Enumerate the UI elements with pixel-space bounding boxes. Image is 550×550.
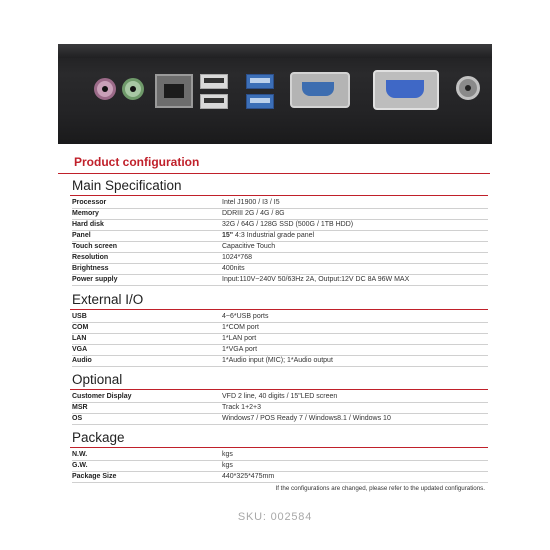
spec-value: 32G / 64G / 128G SSD (500G / 1TB HDD) <box>222 221 354 228</box>
section-rule <box>70 309 488 310</box>
section-title-optional: Optional <box>72 372 123 387</box>
spec-value: 1*Audio input (MIC); 1*Audio output <box>222 357 333 364</box>
spec-key: Brightness <box>72 265 109 272</box>
spec-key: LAN <box>72 335 87 342</box>
spec-key: Memory <box>72 210 99 217</box>
lan-port-icon <box>155 74 193 108</box>
spec-value: kgs <box>222 451 233 458</box>
audio-mic-port-icon <box>94 78 116 100</box>
spec-value: Intel J1900 / I3 / I5 <box>222 199 280 206</box>
section-title-main-spec: Main Specification <box>72 178 182 193</box>
spec-value <box>222 230 314 241</box>
spec-key: Panel <box>72 232 91 239</box>
spec-row <box>72 413 488 425</box>
spec-key: N.W. <box>72 451 88 458</box>
audio-out-port-icon <box>122 78 144 100</box>
usb-port-icon <box>200 94 228 109</box>
sku-label: SKU: 002584 <box>237 511 313 523</box>
spec-value: DDRIII 2G / 4G / 8G <box>222 210 285 217</box>
com-port-icon <box>290 72 350 108</box>
spec-key: Power supply <box>72 276 118 283</box>
spec-value: 1024*768 <box>222 254 252 261</box>
vga-port-icon <box>373 70 439 110</box>
section-title-package: Package <box>72 430 125 445</box>
configuration-note: If the configurations are changed, please refer to the updated configurations. <box>275 485 485 492</box>
dc-power-port-icon <box>456 76 480 100</box>
product-ports-photo <box>58 44 492 144</box>
panel-desc: 4:3 Industrial grade panel <box>233 232 315 239</box>
spec-key: Customer Display <box>72 393 132 400</box>
spec-value: VFD 2 line, 40 digits / 15"LED screen <box>222 393 338 400</box>
spec-key: USB <box>72 313 87 320</box>
spec-key: Package Size <box>72 473 117 480</box>
spec-key: G.W. <box>72 462 88 469</box>
spec-key: COM <box>72 324 89 331</box>
usb-port-icon <box>200 74 228 89</box>
panel-size: 15" <box>222 232 234 239</box>
spec-value: 1*LAN port <box>222 335 257 342</box>
spec-key: VGA <box>72 346 88 353</box>
spec-value: Capacitive Touch <box>222 243 276 250</box>
spec-value: Input:110V~240V 50/63Hz 2A, Output:12V DC 8A 96W MAX <box>222 276 410 283</box>
spec-value: Track 1+2+3 <box>222 404 262 411</box>
section-rule <box>70 195 488 196</box>
title-divider <box>58 173 490 174</box>
usb3-port-icon <box>246 74 274 89</box>
spec-row <box>72 355 488 367</box>
spec-key: Hard disk <box>72 221 104 228</box>
spec-key: OS <box>72 415 83 422</box>
spec-key: Touch screen <box>72 243 117 250</box>
usb3-port-icon <box>246 94 274 109</box>
spec-key: MSR <box>72 404 88 411</box>
section-rule <box>70 447 488 448</box>
spec-row <box>72 471 488 483</box>
spec-value: 1*VGA port <box>222 346 258 353</box>
spec-value: 440*325*475mm <box>222 473 275 480</box>
spec-key: Audio <box>72 357 92 364</box>
spec-value: 400nits <box>222 265 245 272</box>
spec-value: 4~6*USB ports <box>222 313 269 320</box>
section-rule <box>70 389 488 390</box>
spec-value: kgs <box>222 462 233 469</box>
spec-key: Resolution <box>72 254 109 261</box>
spec-key: Processor <box>72 199 107 206</box>
section-title-external-io: External I/O <box>72 292 144 307</box>
spec-row <box>72 274 488 286</box>
spec-value: 1*COM port <box>222 324 259 331</box>
spec-value: Windows7 / POS Ready 7 / Windows8.1 / Windows 10 <box>222 415 391 422</box>
product-configuration-title: Product configuration <box>74 155 200 169</box>
